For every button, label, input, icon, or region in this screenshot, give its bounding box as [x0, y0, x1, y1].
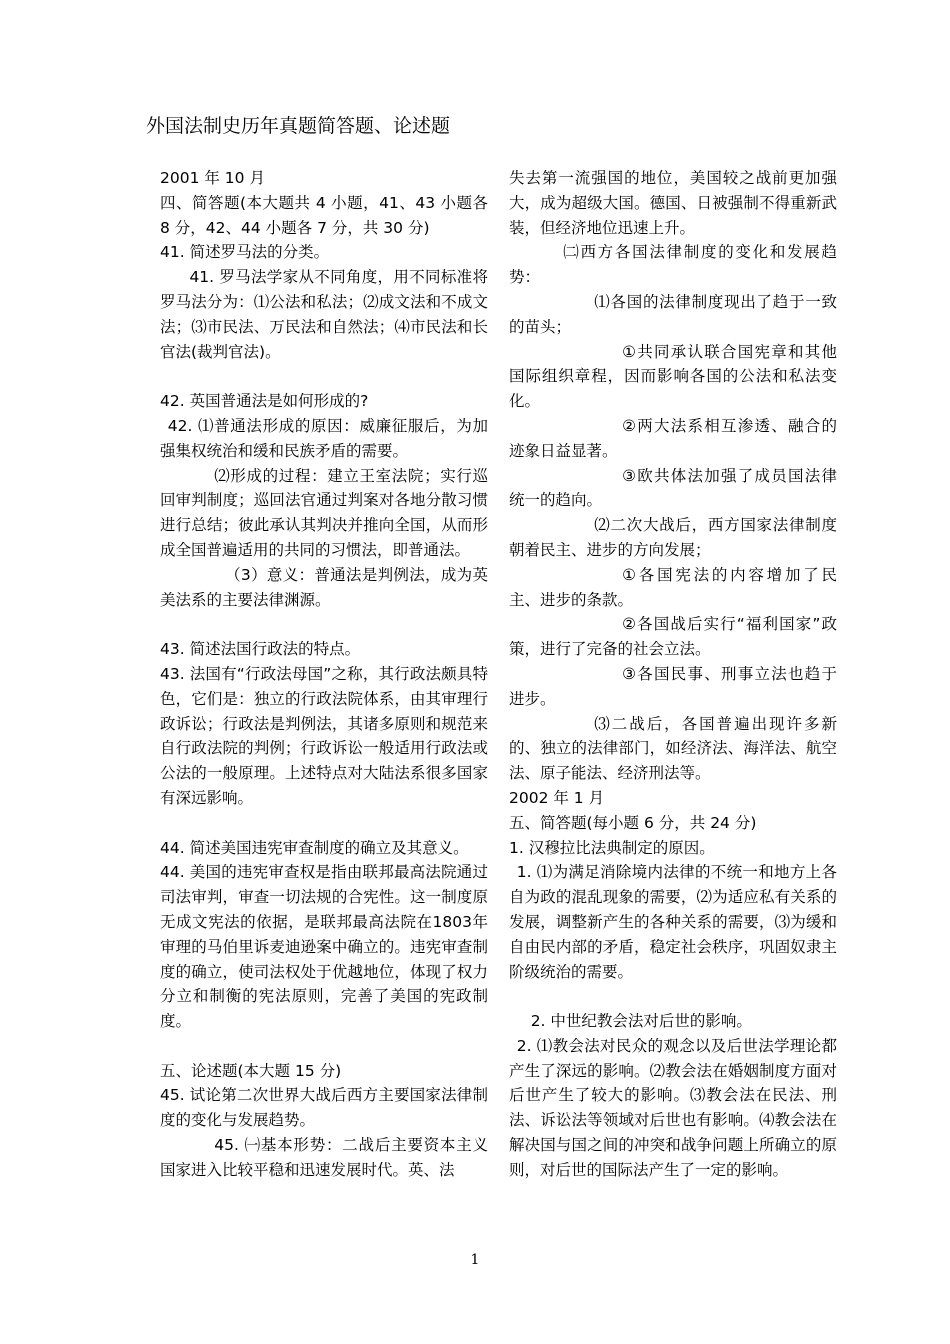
paragraph: 42. 英国普通法是如何形成的? [160, 392, 369, 411]
paragraph: 43. 简述法国行政法的特点。 [160, 640, 361, 659]
right-column [509, 166, 837, 1183]
blank-line [509, 984, 837, 1009]
paragraph: 45. ㈠基本形势：二战后主要资本主义国家进入比较平稳和迅速发展时代。英、法 [160, 1136, 488, 1179]
paragraph: ⑵形成的过程：建立王室法院；实行巡回审判制度；巡回法官通过判案对各地分散习惯进行总结；彼此承认其判决并推向全国，从而形成全国普遍适用的共同的习惯法，即普通法。 [160, 466, 488, 559]
paragraph: ⑴各国的法律制度现出了趋于一致的苗头； [509, 292, 837, 336]
paragraph: 四、简答题(本大题共 4 小题，41、43 小题各 8 分，42、44 小题各 7 分，共 30 分) [160, 193, 488, 237]
paragraph: ②两大法系相互渗透、融合的迹象日益显著。 [509, 416, 837, 460]
paragraph: ②各国战后实行“福利国家”政策，进行了完备的社会立法。 [509, 615, 837, 659]
paragraph: ①共同承认联合国宪章和其他国际组织章程，因而影响各国的公法和私法变化。 [509, 342, 837, 411]
left-column [160, 166, 488, 1183]
blank-line [160, 612, 488, 637]
paragraph: ③各国民事、刑事立法也趋于进步。 [509, 664, 837, 708]
paragraph: ③欧共体法加强了成员国法律统一的趋向。 [509, 466, 837, 510]
paragraph: 1. ⑴为满足消除境内法律的不统一和地方上各自为政的混乱现象的需要，⑵为适应私有关系的发展，调整新产生的各种关系的需要，⑶为缓和自由民内部的矛盾，稳定社会秩序，巩固奴隶主阶级统治的需要。 [509, 863, 837, 981]
document-title: 外国法制史历年真题简答题、论述题 [146, 115, 451, 137]
blank-line [160, 811, 488, 836]
paragraph: （3）意义：普通法是判例法，成为英美法系的主要法律渊源。 [160, 565, 488, 609]
paragraph: 2. 中世纪教会法对后世的影响。 [530, 1012, 752, 1031]
paragraph: 1. 汉穆拉比法典制定的原因。 [509, 838, 715, 857]
paragraph: 41. 简述罗马法的分类。 [160, 243, 330, 262]
paragraph: 2. ⑴教会法对民众的观念以及后世法学理论都产生了深远的影响。⑵教会法在婚姻制度方面对后世产生了较大的影响。⑶教会法在民法、刑法、诉讼法等领域对后世也有影响。⑷教会法在解决国与国之间的冲突和战争问题上所确立的原则，对后世的国际法产生了一定的影响。 [509, 1036, 837, 1179]
paragraph: 42. ⑴普通法形成的原因：威廉征服后，为加强集权统治和缓和民族矛盾的需要。 [160, 416, 488, 460]
paragraph: 2002 年 1 月 [509, 788, 605, 807]
paragraph: 44. 简述美国违宪审查制度的确立及其意义。 [160, 838, 469, 857]
paragraph: ㈡西方各国法律制度的变化和发展趋势： [509, 243, 837, 287]
paragraph: 43. 法国有“行政法母国”之称，其行政法颇具特色，它们是：独立的行政法院体系，由其审理行政诉讼；行政法是判例法，其诸多原则和规范来自行政法院的判例；行政诉讼一般适用行政法或公法的一般原理。上述特点对大陆法系很多国家有深远影响。 [160, 664, 488, 807]
paragraph: 五、论述题(本大题 15 分) [160, 1061, 342, 1080]
paragraph: 44. 美国的违宪审查权是指由联邦最高法院通过司法审判，审查一切法规的合宪性。这一制度原无成文宪法的依据，是联邦最高法院在1803年审理的马伯里诉麦迪逊案中确立的。违宪审查制度的确立，使司法权处于优越地位，体现了权力分立和制衡的宪法原则，完善了美国的宪政制度。 [160, 863, 488, 1031]
paragraph: ⑵二次大战后，西方国家法律制度朝着民主、进步的方向发展； [509, 516, 837, 559]
paragraph: 45. 试论第二次世界大战后西方主要国家法律制度的变化与发展趋势。 [160, 1086, 488, 1130]
paragraph: 41. 罗马法学家从不同角度，用不同标准将罗马法分为：⑴公法和私法；⑵成文法和不成文法；⑶市民法、万民法和自然法；⑷市民法和长官法(裁判官法)。 [160, 268, 488, 361]
paragraph: ①各国宪法的内容增加了民主、进步的条款。 [509, 565, 837, 609]
paragraph: 失去第一流强国的地位，美国较之战前更加强大，成为超级大国。德国、日被强制不得重新武装，但经济地位迅速上升。 [509, 169, 837, 237]
paragraph: 2001 年 10 月 [160, 169, 265, 187]
blank-line [160, 364, 488, 389]
paragraph: ⑶二战后，各国普遍出现许多新的、独立的法律部门，如经济法、海洋法、航空法、原子能法、经济刑法等。 [509, 714, 837, 783]
blank-line [160, 1034, 488, 1059]
page-number: 1 [470, 1252, 480, 1268]
paragraph: 五、简答题(每小题 6 分，共 24 分) [509, 813, 757, 832]
